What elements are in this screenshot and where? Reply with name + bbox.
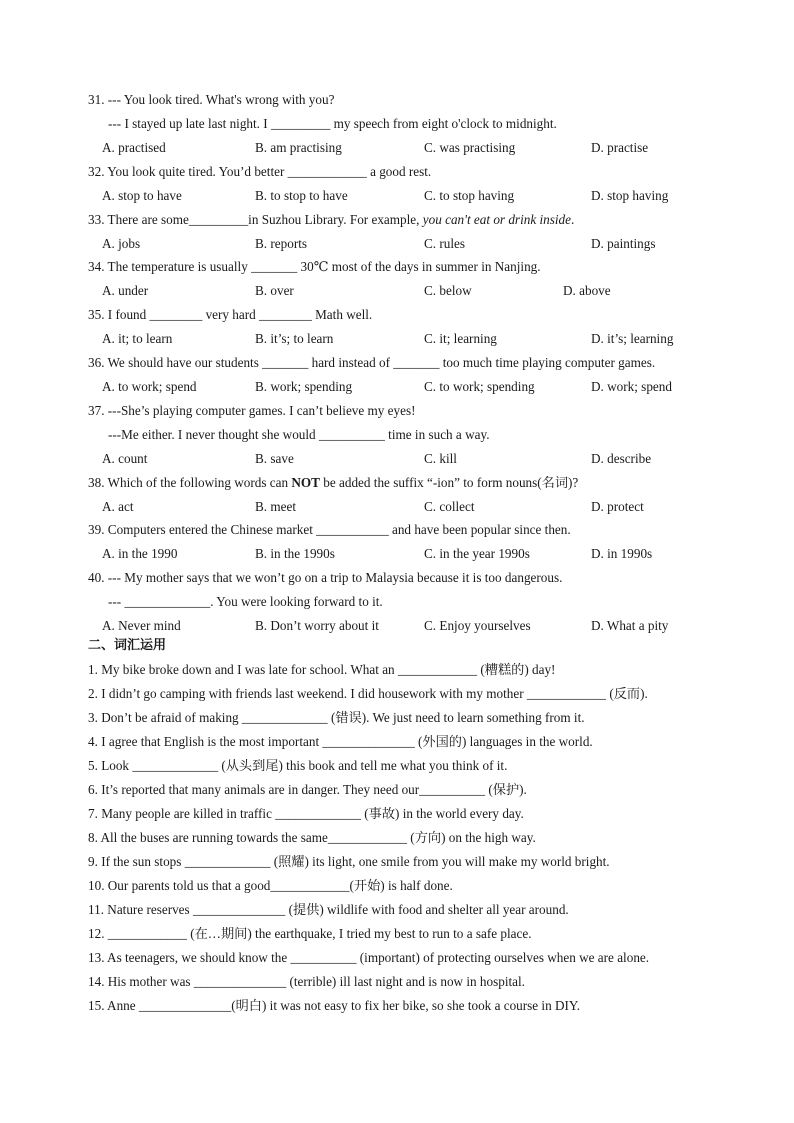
vocab-item-9: 9. If the sun stops _____________ (照耀) its light, one smile from you will make my world bright. — [88, 854, 610, 869]
question-39-option-c: C. in the year 1990s — [424, 546, 530, 561]
question-33-option-b: B. reports — [255, 236, 308, 251]
question-40-option-b: B. Don’t worry about it — [255, 618, 379, 633]
question-32-option-c: C. to stop having — [424, 188, 515, 203]
vocab-item-11: 11. Nature reserves ______________ (提供) wildlife with food and shelter all year around. — [88, 902, 569, 917]
vocab-item-15: 15. Anne ______________(明白) it was not easy to fix her bike, so she took a course in DIY. — [88, 998, 581, 1013]
vocab-item-13: 13. As teenagers, we should know the __________ (important) of protecting ourselves when we are alone. — [88, 950, 650, 965]
question-39-option-a: A. in the 1990 — [102, 546, 178, 561]
vocab-item-7: 7. Many people are killed in traffic _____________ (事故) in the world every day. — [88, 806, 524, 821]
question-38-option-b: B. meet — [255, 499, 297, 514]
vocab-item-12: 12. ____________ (在…期间) the earthquake, I tried my best to run to a safe place. — [88, 926, 532, 941]
question-36-stem: 36. We should have our students _______ hard instead of _______ too much time playing computer games. — [88, 355, 656, 370]
vocab-item-3: 3. Don’t be afraid of making _____________ (错误). We just need to learn something from it. — [88, 710, 585, 725]
question-31-dialogue: --- I stayed up late last night. I _________ my speech from eight o'clock to midnight. — [108, 116, 557, 131]
question-33-option-c: C. rules — [424, 236, 466, 251]
question-31-option-d: D. practise — [591, 140, 649, 155]
vocab-item-10: 10. Our parents told us that a good____________(开始) is half done. — [88, 878, 453, 893]
question-33-option-d: D. paintings — [591, 236, 656, 251]
question-37-option-c: C. kill — [424, 451, 457, 466]
question-36-option-d: D. work; spend — [591, 379, 672, 394]
question-36-option-c: C. to work; spending — [424, 379, 535, 394]
section-title: 二、词汇运用 — [88, 638, 167, 653]
vocab-item-8: 8. All the buses are running towards the same____________ (方向) on the high way. — [88, 830, 536, 845]
question-39-option-d: D. in 1990s — [591, 546, 653, 561]
vocab-item-1: 1. My bike broke down and I was late for school. What an ____________ (糟糕的) day! — [88, 662, 556, 677]
question-32-option-b: B. to stop to have — [255, 188, 348, 203]
question-38-option-a: A. act — [102, 499, 134, 514]
question-36-option-b: B. work; spending — [255, 379, 353, 394]
question-34-stem: 34. The temperature is usually _______ 30℃ most of the days in summer in Nanjing. — [88, 259, 541, 274]
question-33-option-a: A. jobs — [102, 236, 141, 251]
question-35-option-d: D. it’s; learning — [591, 331, 674, 346]
question-32-option-d: D. stop having — [591, 188, 669, 203]
question-40-dialogue: --- _____________. You were looking forward to it. — [108, 594, 383, 609]
question-40-stem: 40. --- My mother says that we won’t go on a trip to Malaysia because it is too dangerous. — [88, 570, 563, 585]
question-37-option-b: B. save — [255, 451, 294, 466]
question-35-option-b: B. it’s; to learn — [255, 331, 334, 346]
question-31-option-c: C. was practising — [424, 140, 516, 155]
question-33-example: you can't eat or drink inside — [422, 212, 571, 227]
question-35-stem: 35. I found ________ very hard ________ Math well. — [88, 307, 373, 322]
question-38-stem — [88, 475, 578, 491]
question-38-stem-text: 38. Which of the following words can — [88, 475, 292, 490]
vocab-item-6: 6. It’s reported that many animals are in danger. They need our__________ (保护). — [88, 782, 527, 797]
vocab-item-5: 5. Look _____________ (从头到尾) this book and tell me what you think of it. — [88, 758, 508, 773]
question-40-option-c: C. Enjoy yourselves — [424, 618, 531, 633]
question-34-option-a: A. under — [102, 283, 149, 298]
question-34-option-d: D. above — [563, 283, 611, 298]
question-32-option-a: A. stop to have — [102, 188, 182, 203]
question-33-stem-text: 33. There are some_________in Suzhou Library. For example, — [88, 212, 423, 227]
question-34-option-b: B. over — [255, 283, 294, 298]
question-34-option-c: C. below — [424, 283, 472, 298]
question-37-stem: 37. ---She’s playing computer games. I can’t believe my eyes! — [88, 403, 416, 418]
question-39-stem: 39. Computers entered the Chinese market ___________ and have been popular since then. — [88, 522, 571, 537]
question-38-option-c: C. collect — [424, 499, 475, 514]
question-38-emphasis: NOT — [291, 475, 320, 490]
question-37-option-a: A. count — [102, 451, 148, 466]
question-35-option-c: C. it; learning — [424, 331, 497, 346]
question-38-stem-tail: be added the suffix “-ion” to form nouns(名词)? — [319, 475, 579, 490]
question-31-stem: 31. --- You look tired. What's wrong with you? — [88, 92, 335, 107]
question-31-option-b: B. am practising — [255, 140, 342, 155]
vocab-item-4: 4. I agree that English is the most important ______________ (外国的) languages in the world. — [88, 734, 593, 749]
question-39-option-b: B. in the 1990s — [255, 546, 335, 561]
question-36-option-a: A. to work; spend — [102, 379, 197, 394]
vocab-item-2: 2. I didn’t go camping with friends last weekend. I did housework with my mother ____________ (反而). — [88, 686, 648, 701]
vocab-item-14: 14. His mother was ______________ (terrible) ill last night and is now in hospital. — [88, 974, 525, 989]
question-37-option-d: D. describe — [591, 451, 652, 466]
question-40-option-a: A. Never mind — [102, 618, 181, 633]
question-31-option-a: A. practised — [102, 140, 166, 155]
question-38-option-d: D. protect — [591, 499, 644, 514]
question-40-option-d: D. What a pity — [591, 618, 669, 633]
question-33-stem: 33. There are some_________in Suzhou Library. For example, you can't eat or drink inside. — [88, 212, 575, 227]
question-35-option-a: A. it; to learn — [102, 331, 173, 346]
question-32-stem: 32. You look quite tired. You’d better ____________ a good rest. — [88, 164, 432, 179]
question-37-dialogue: ---Me either. I never thought she would __________ time in such a way. — [108, 427, 490, 442]
